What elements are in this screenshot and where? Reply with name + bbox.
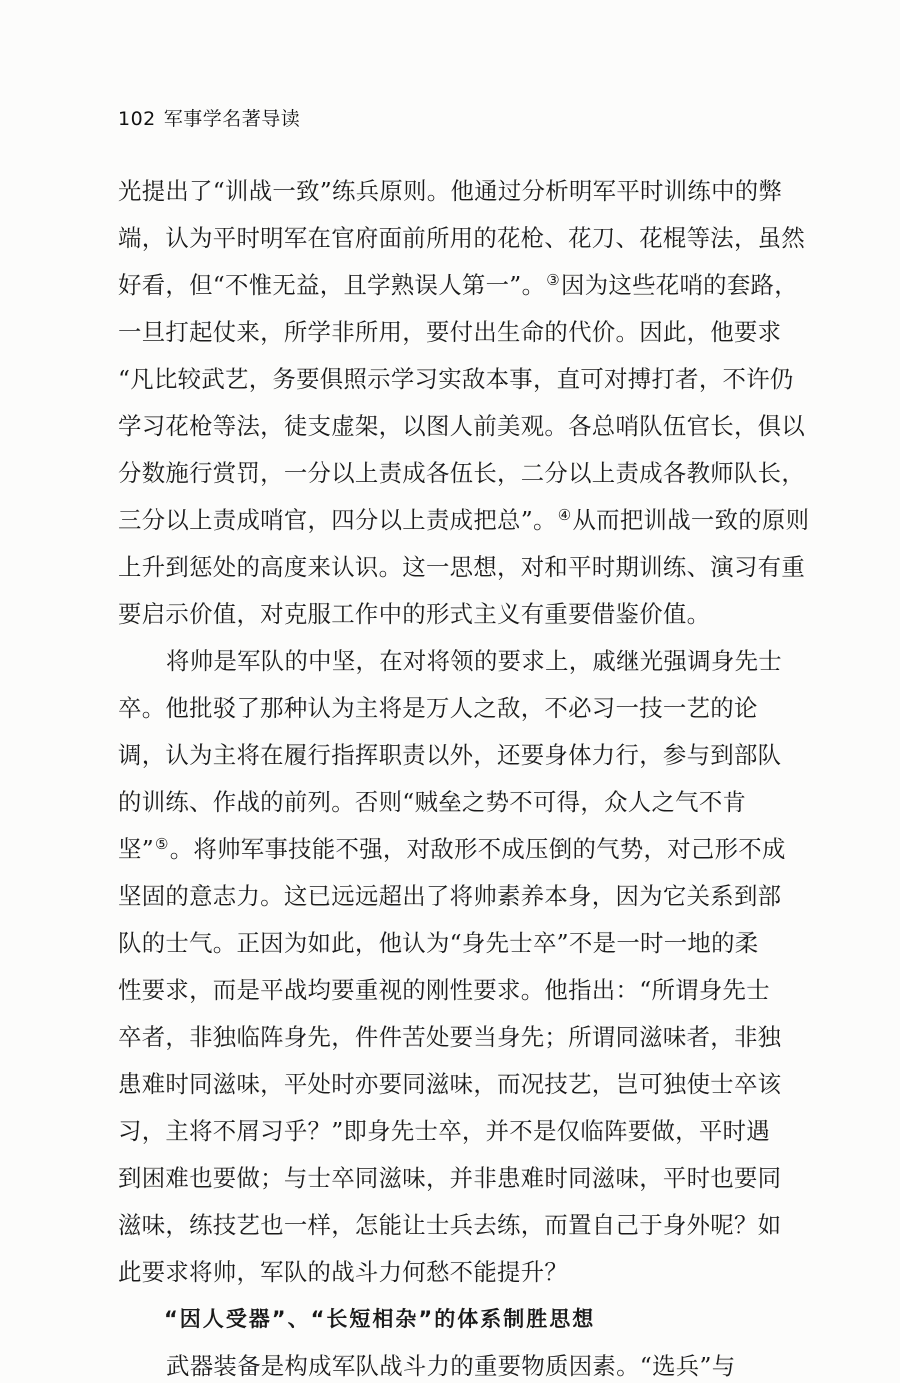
text-line (118, 450, 806, 497)
text-line (118, 732, 782, 779)
line-text: “凡比较武艺，务要俱照示学习实敌本事，直可对搏打者，不许仍 (118, 365, 794, 393)
line-text: 此要求将帅，军队的战斗力何愁不能提升？ (118, 1258, 569, 1286)
line-text: 卒。他批驳了那种认为主将是万人之敌，不必习一技一艺的论 (118, 694, 758, 722)
text-line (118, 262, 798, 309)
text-line (118, 403, 806, 450)
footnote-marker: ④ (557, 506, 572, 524)
text-line (118, 1061, 782, 1108)
text-line (118, 779, 770, 826)
text-line (118, 168, 783, 215)
text-line (118, 826, 786, 873)
line-text: 武器装备是构成军队战斗力的重要物质因素。“选兵”与 (166, 1352, 736, 1380)
section-heading (118, 1296, 770, 1343)
text-line (118, 685, 770, 732)
body-text (118, 168, 810, 1390)
text-line (118, 1249, 770, 1296)
line-text: 好看，但“不惟无益，且学熟误人第一”。 (118, 271, 546, 299)
line-text: 分数施行赏罚，一分以上责成各伍长，二分以上责成各教师队长， (118, 459, 806, 487)
text-line (118, 638, 782, 685)
text-line (118, 544, 806, 591)
line-text: 学习花枪等法，徒支虚架，以图人前美观。各总哨队伍官长，俱以 (118, 412, 806, 440)
line-text: 因为这些花哨的套路， (561, 271, 798, 299)
text-line (118, 356, 794, 403)
line-text: 调，认为主将在履行指挥职责以外，还要身体力行，参与到部队 (118, 741, 782, 769)
line-text: 滋味，练技艺也一样，怎能让士兵去练，而置自己于身外呢？如 (118, 1211, 782, 1239)
text-line (118, 497, 810, 544)
text-line (118, 920, 770, 967)
line-text: 患难时同滋味，平处时亦要同滋味，而况技艺，岂可独使士卒该 (118, 1070, 782, 1098)
line-text: 将帅是军队的中坚，在对将领的要求上，戚继光强调身先士 (166, 647, 782, 675)
line-text: 上升到惩处的高度来认识。这一思想，对和平时期训练、演习有重 (118, 553, 806, 581)
text-line (118, 215, 806, 262)
line-text: 到困难也要做；与士卒同滋味，并非患难时同滋味，平时也要同 (118, 1164, 782, 1192)
line-text: 。将帅军事技能不强，对敌形不成压倒的气势，对己形不成 (169, 835, 786, 863)
text-line (118, 1014, 782, 1061)
line-text: 的训练、作战的前列。否则“贼垒之势不可得，众人之气不肯 (118, 788, 747, 816)
text-line (118, 873, 782, 920)
line-text: 性要求，而是平战均要重视的刚性要求。他指出：“所谓身先士 (118, 976, 770, 1004)
footnote-marker: ⑤ (154, 835, 169, 853)
footnote-marker: ③ (546, 271, 561, 289)
line-text: 坚” (118, 835, 154, 863)
line-text: 三分以上责成哨官，四分以上责成把总”。 (118, 506, 557, 534)
line-text: 一旦打起仗来，所学非所用，要付出生命的代价。因此，他要求 (118, 318, 782, 346)
text-line (118, 309, 782, 356)
text-line (118, 591, 770, 638)
line-text: 卒者，非独临阵身先，件件苦处要当身先；所谓同滋味者，非独 (118, 1023, 782, 1051)
page-number: 102 (118, 108, 156, 130)
line-text: 队的士气。正因为如此，他认为“身先士卒”不是一时一地的柔 (118, 929, 759, 957)
book-title: 军事学名著导读 (163, 108, 301, 130)
text-line (118, 967, 770, 1014)
text-line (118, 1343, 770, 1390)
text-line (118, 1108, 770, 1155)
line-text: 端，认为平时明军在官府面前所用的花枪、花刀、花棍等法，虽然 (118, 224, 806, 252)
running-head (118, 104, 300, 131)
line-text: 习，主将不屑习乎？”即身先士卒，并不是仅临阵要做，平时遇 (118, 1117, 770, 1145)
text-line (118, 1202, 782, 1249)
line-text: 光提出了“训战一致”练兵原则。他通过分析明军平时训练中的弊 (118, 177, 783, 205)
text-line (118, 1155, 782, 1202)
line-text: 要启示价值，对克服工作中的形式主义有重要借鉴价值。 (118, 600, 711, 628)
line-text: 坚固的意志力。这已远远超出了将帅素养本身，因为它关系到部 (118, 882, 782, 910)
line-text: “因人受器”、“长短相杂”的体系制胜思想 (164, 1307, 596, 1331)
line-text: 从而把训战一致的原则 (572, 506, 810, 534)
